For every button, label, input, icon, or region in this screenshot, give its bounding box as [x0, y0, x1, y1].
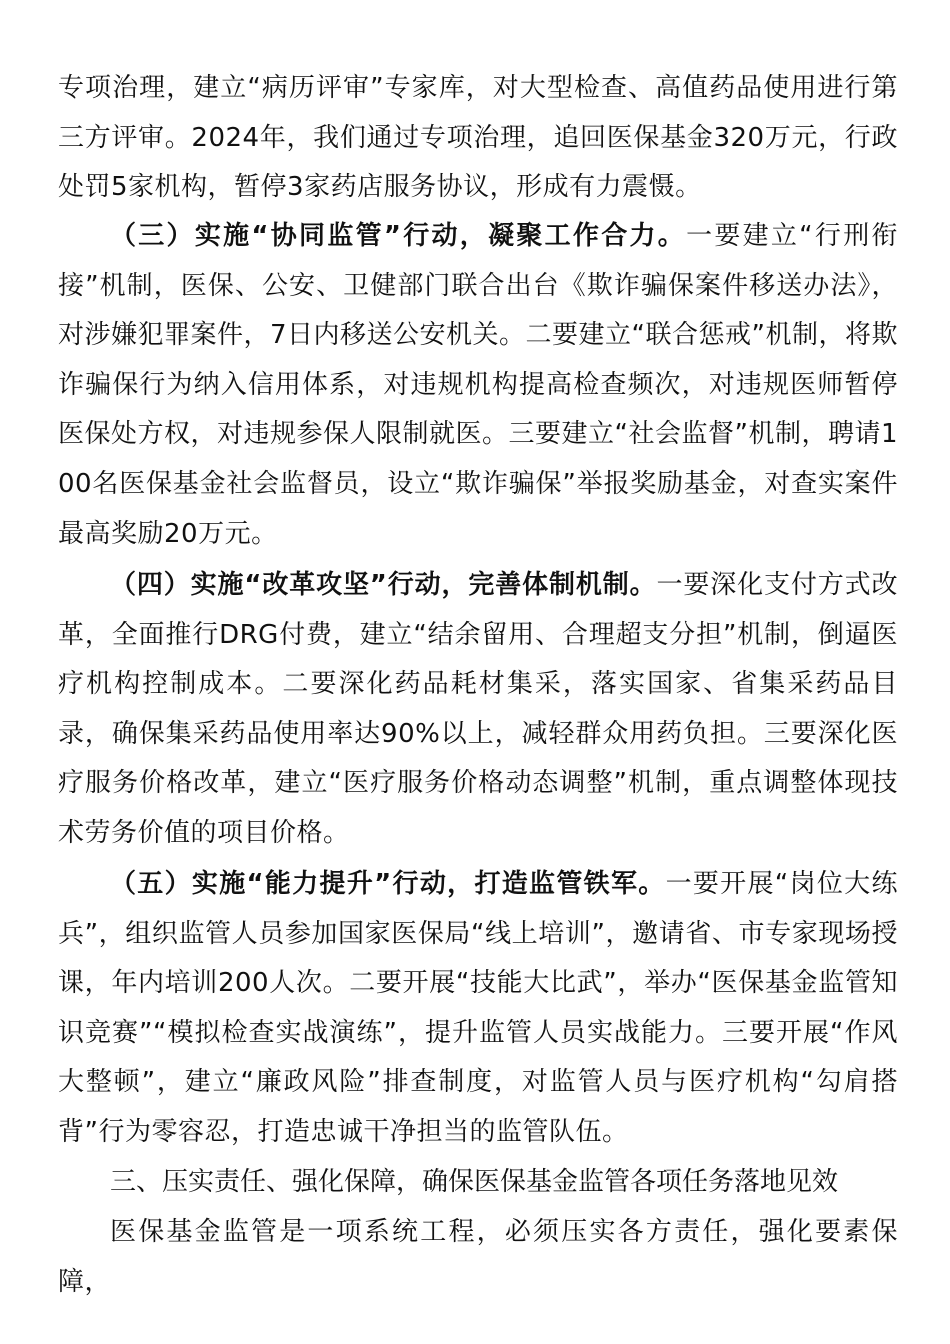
paragraph-4: [58, 860, 898, 1158]
paragraph-4-text: 一要开展“岗位大练兵”，组织监管人员参加国家医保局“线上培训”，邀请省、市专家现场授课，年内培训200人次。二要开展“技能大比武”，举办“医保基金监管知识竞赛”“模拟检查实战演练”，提升监管人员实战能力。三要开展“作风大整顿”，建立“廉政风险”排查制度，对监管人员与医疗机构“勾肩搭背”行为零容忍，打造忠诚干净担当的监管队伍。: [58, 869, 898, 1147]
paragraph-3: [58, 561, 898, 859]
paragraph-1: [58, 64, 898, 213]
last-paragraph: 医保基金监管是一项系统工程，必须压实各方责任，强化要素保障，: [58, 1217, 898, 1297]
paragraph-2-text: 一要建立“行刑衔接”机制，医保、公安、卫健部门联合出台《欺诈骗保案件移送办法》，对涉嫌犯罪案件，7日内移送公安机关。二要建立“联合惩戒”机制，将欺诈骗保行为纳入信用体系，对违规机构提高检查频次，对违规医师暂停医保处方权，对违规参保人限制就医。三要建立“社会监督”机制，聘请100名医保基金社会监督员，设立“欺诈骗保”举报奖励基金，对查实案件最高奖励20万元。: [58, 221, 898, 549]
section-heading: 三、压实责任、强化保障，确保医保基金监管各项任务落地见效: [110, 1167, 839, 1197]
paragraph-1-text: 专项治理，建立“病历评审”专家库，对大型检查、高值药品使用进行第三方评审。2024年，我们通过专项治理，追回医保基金320万元，行政处罚5家机构，暂停3家药店服务协议，形成有力震慑。: [58, 73, 898, 203]
paragraph-3-text: 一要深化支付方式改革，全面推行DRG付费，建立“结余留用、合理超支分担”机制，倒逼医疗机构控制成本。二要深化药品耗材集采，落实国家、省集采药品目录，确保集采药品使用率达90%以上，减轻群众用药负担。三要深化医疗服务价格改革，建立“医疗服务价格动态调整”机制，重点调整体现技术劳务价值的项目价格。: [58, 570, 898, 848]
paragraph-3-lead: （四）实施“改革攻坚”行动，完善体制机制。: [110, 570, 657, 600]
paragraph-2: [58, 212, 898, 559]
paragraph-2-lead: （三）实施“协同监管”行动，凝聚工作合力。: [110, 221, 687, 251]
paragraph-4-lead: （五）实施“能力提升”行动，打造监管铁军。: [110, 869, 666, 899]
